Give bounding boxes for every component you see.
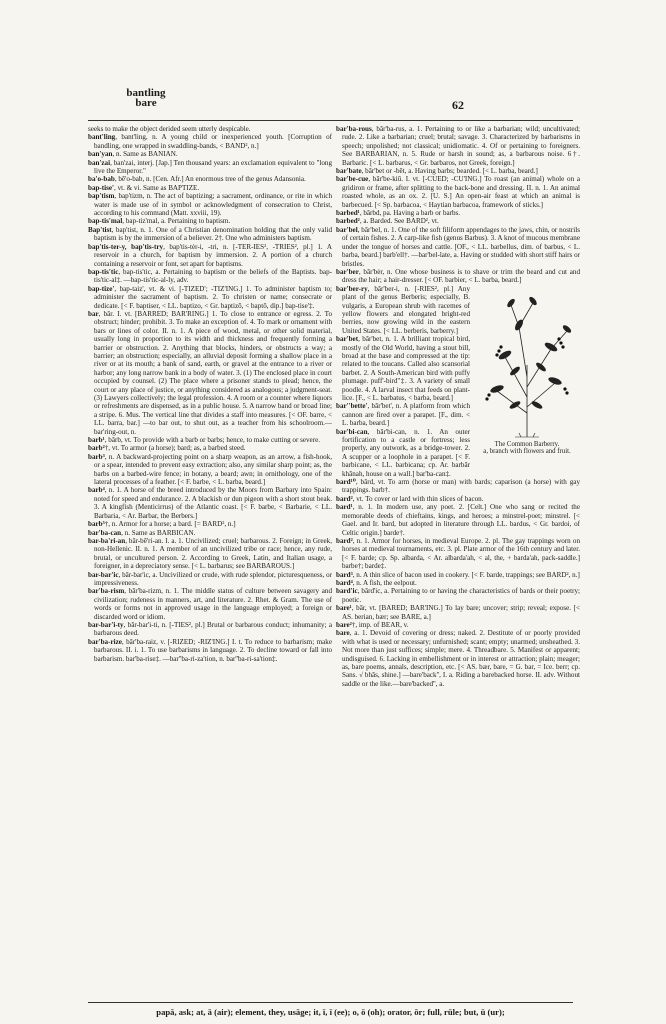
entry-headword: bard'ic	[336, 587, 358, 596]
dictionary-entry	[88, 192, 332, 217]
dictionary-entry	[88, 125, 332, 133]
dictionary-entry	[336, 268, 580, 285]
entry-headword: bar'bet	[336, 335, 359, 344]
entry-definition: †, imp. of BEAR, v.	[351, 620, 409, 629]
dictionary-entry	[88, 150, 332, 158]
entry-definition: , bap'tizm, n. The act of baptizing; a sacrament, ordinance, or rite in which water is made use of in symbol or acknowledgment of consecration to Christ, according to his command (Matt. xxviii, 19).	[94, 192, 332, 218]
entry-headword: bap-tize'	[88, 284, 115, 293]
right-column-top-entries	[336, 125, 580, 285]
entry-definition: †, n. Armor for a horse; a bard. [= BARD², n.]	[104, 520, 236, 529]
entry-headword: barb²	[88, 444, 105, 453]
entry-headword: Bap'tist	[88, 225, 112, 234]
dictionary-entry	[336, 167, 580, 175]
dictionary-entry	[88, 520, 332, 528]
entry-headword: bar'bi-can	[336, 427, 368, 436]
entry-headword: bap'tis-ter-y, bap'tis-try	[88, 242, 164, 251]
dictionary-entry	[88, 436, 332, 444]
dictionary-entry	[88, 444, 332, 452]
entry-definition: , bār'be-kiū. I. vt. [-CUED; -CU'ING.] To roast (an animal) whole on a gridiron or frame, after splitting to the back-bone and dressing. II. n. 1. An animal roasted whole, as an ox. 2. [U. S.] An open-air feast at which an animal is barbecued. [< Sp. barbacoa, < Haytian barbacoa, framework of sticks.]	[342, 175, 580, 209]
entry-definition: , ban'zai, interj. [Jap.] Ten thousand years: an exclamation equivalent to "long live the Emperor."	[94, 158, 332, 176]
entry-definition: , bap-tiz'mal, a. Pertaining to baptism.	[122, 217, 231, 226]
entry-headword: bar'ber	[336, 267, 359, 276]
barberry-plant-icon	[475, 287, 579, 441]
entry-definition: , vt. & vi. Same as BAPTIZE.	[114, 183, 200, 192]
entry-definition: , n. Same as BARBICAN.	[121, 528, 196, 537]
dictionary-entry	[88, 133, 332, 150]
dictionary-entry	[88, 486, 332, 520]
illustration-caption-title: The Common Barberry.	[494, 440, 560, 448]
entry-headword: bar-ba'ri-an	[88, 536, 126, 545]
entry-headword: bar'be-cue	[336, 175, 369, 184]
entry-headword: bard¹	[336, 503, 353, 512]
entry-definition: , bār-bē'ri-an. I. a. 1. Uncivilized; cruel; barbarous. 2. Foreign; in Greek, non-Hellenic. II. n. 1. A member of an uncivilized tribe or race; hence, any rude, brutal, or uncultured person. 2. According to Greek, Latin, and Italian usage, a foreigner, in a depreciatory sense. [< L. barbarus; see BARBAROUS.]	[94, 536, 332, 571]
entry-definition: , bār'bi-can, n. 1. An outer fortification to a castle or fortress; less properly, any outwork, as a bridge-tower. 2. A scupper or a loophole in a parapet. [< F. barbicane, < LL. barbicana; cp. Ar. barbār khānah, house on a wall.] bar'ba-can‡.	[342, 427, 470, 478]
entry-headword: bar''bette'	[336, 402, 368, 411]
running-head-guide	[96, 88, 196, 108]
entry-definition: , bē'o-bab, n. [Cen. Afr.] An enormous tree of the genus Adansonia.	[114, 175, 306, 184]
entry-headword: bard¹⁰	[336, 478, 356, 487]
dictionary-entry	[336, 621, 580, 629]
dictionary-entry	[336, 175, 580, 209]
entry-headword: ban'zai	[88, 158, 111, 167]
dictionary-entry	[336, 209, 580, 217]
guide-word-top: bantling	[126, 87, 166, 99]
dictionary-entry	[88, 638, 332, 663]
page-number: 62	[452, 98, 464, 112]
entry-headword: bard³	[336, 570, 353, 579]
entry-definition: , bārd'ic, a. Pertaining to or having the characteristics of bards or their poetry; poetic.	[342, 587, 580, 604]
dictionary-entry	[88, 529, 332, 537]
dictionary-entry	[336, 604, 580, 621]
dictionary-entry	[88, 453, 332, 487]
entry-headword: barb⁴	[88, 486, 105, 495]
entry-headword: ba'o-bab	[88, 175, 115, 184]
dictionary-entry	[88, 587, 332, 621]
entry-definition: , bār-bar'i-ti, n. [-TIES², pl.] Brutal or barbarous conduct; inhumanity; a barbarous deed.	[94, 620, 332, 638]
entry-definition: , bārb, vt. To provide with a barb or barbs; hence, to make cutting or severe.	[104, 436, 320, 445]
entry-definition: , bār'bet or -bēt, a. Having barbs; bearded. [< L. barba, beard.]	[361, 167, 538, 176]
entry-headword: bar'ba-can	[88, 528, 122, 537]
entry-headword: bap-tis'mal	[88, 217, 123, 226]
entry-headword: bar-bar'i-ty	[88, 620, 124, 629]
dictionary-entry	[336, 217, 580, 225]
entry-definition: , bap-taiz', vt. & vi. [-TIZED'; -TIZ'ING.] 1. To administer baptism to; administer the sacrament of baptism. 2. To christen or name; consecrate or dedicate. [< F. baptiser, < LL. baptizo, < Gr. baptizō, < baptō, dip.] bap-tise'‡.	[94, 284, 332, 310]
entry-definition: , bār'bet, n. 1. A brilliant tropical bird, mostly of the Old World, having a stout bill, broad at the base and compressed at the tip: related to the toucans. Called also scansorial barbet. 2. A South-American bird with puffy plumage. puff'-bird''‡. 3. A variety of small poodle. 4. A larval insect that feeds on plant-lice. [F., < L. barbatus, < barba, beard.]	[342, 335, 470, 402]
dictionary-entry	[336, 495, 580, 503]
guide-word-bottom: bare	[135, 97, 157, 109]
entry-headword: bare	[336, 629, 350, 638]
entry-definition: , a. Barded. See BARD², vt.	[359, 217, 439, 226]
dictionary-entry	[88, 184, 332, 192]
dictionary-entry	[336, 587, 580, 604]
entry-definition: , bap-tis'tic, a. Pertaining to baptism or the beliefs of the Baptists. bap-tis'tic-al‡. —bap-tis'tic-al-ly, adv.	[94, 267, 332, 285]
entry-definition: , n. 1. In modern use, any poet. 2. [Celt.] One who sang or recited the memorable deeds of chieftains, kings, and heroes; a minstrel-poet; minstrel. [< Gael. and Ir. bard, but adopted in literature through LL. bardus, < Gr. bardoi, of Celtic origin.] barde†.	[342, 503, 580, 537]
dictionary-entry	[88, 285, 332, 310]
entry-definition: , vt. To cover or lard with thin slices of bacon.	[352, 494, 484, 503]
entry-headword: bar'ba-rism	[88, 587, 125, 596]
illustration-caption-detail: a, branch with flowers and fruit.	[483, 448, 571, 456]
entry-definition: , bār. I. vt. [BARRED; BAR'RING.] 1. To close to entrance or egress. 2. To obstruct; hinder; prohibit. 3. To make an exception of. 4. To mark or ornament with bars or lines of color. II. n. 1. A piece of wood, metal, or other solid material, usually long in proportion to its width and thickness and frequently forming a barrier or obstruction. 2. Anything that blocks, hinders, or obstructs a way; a barrier; an obstruction; especially, an alluvial deposit forming a shallow place in a river or at its mouth; a bank of sand, earth, or gravel at the entrance to a river or harbor; any long narrow bank in a body of water. 3. (1) The enclosed place in court occupied by counsel. (2) The place where a prisoner stands to plead; hence, the court or any place of justice, or anything considered as analogous; a judgment-seat. (3) Lawyers collectively; the legal profession. 4. A room or a counter where liquors or refreshments are dispensed, as in a public house. 5. A narrow band or broad line; a stripe. 6. Mus. The vertical line that divides a staff into measures. [< OF. barre, < LL. barra, bar.] —to bar out, to shut out, as a teacher from his schoolroom.—bar'ring-out, n.	[94, 309, 332, 436]
entry-definition: , bār'bel, n. 1. One of the soft filiform appendages to the jaws, chin, or nostrils of certain fishes. 2. A carp-like fish (genus Barbus). 3. A knot of mucous membrane under the tongue of horses and cattle. [OF., < LL. barbellus, dim. of barbus, < L. barba, beard.] barb'ell†. —bar'bel-late, a. Having or studded with short stiff hairs or bristles.	[342, 225, 580, 268]
entry-definition: , bār'ber-i, n. [-RIES², pl.] Any plant of the genus Berberis; especially, B. vulgaris, a European shrub with racemes of yellow flowers and elongated bright-red berries, now growing wild in the eastern United States. [< LL. berberis, barberry.]	[342, 284, 470, 335]
entry-headword: bap-tise'	[88, 183, 115, 192]
entry-headword: bare¹	[336, 604, 352, 613]
entry-definition: , n. A backward-projecting point on a sharp weapon, as an arrow, a fish-hook, or a spear, intended to prevent easy extraction; also, any similar sharp point; as, the barbs on a barbed-wire fence; in botany, a beard; awn; in ornithology, one of the lateral processes of a feather. [< F. barbe, < L. barba, beard.]	[94, 452, 332, 487]
dictionary-entry	[336, 571, 580, 579]
entry-definition: , bār-bar'ic, a. Uncivilized or crude, with rude splendor, picturesqueness, or impressiveness.	[94, 570, 332, 587]
dictionary-entry	[88, 175, 332, 183]
dictionary-entry	[88, 571, 332, 588]
entry-definition: , n. A thin slice of bacon used in cookery. [< F. barde, trappings; see BARD², n.]	[352, 570, 580, 579]
entry-headword: barbed¹	[336, 209, 360, 218]
dictionary-entry	[88, 243, 332, 268]
dictionary-entry	[88, 217, 332, 225]
entry-headword: bard²	[336, 536, 353, 545]
footer-rule	[88, 1002, 573, 1003]
entry-headword: bar	[88, 309, 99, 318]
dictionary-entry	[88, 226, 332, 243]
left-column	[88, 125, 332, 663]
entry-definition: †, vt. To armor (a horse); bard; as, a barbed steed.	[104, 444, 246, 453]
entry-headword: bap'tism	[88, 192, 115, 201]
barberry-illustration	[474, 287, 580, 467]
entry-definition: , n. 1. Armor for horses, in medieval Europe. 2. pl. The gay trappings worn on horses at medieval tournaments, etc. 3. pl. Plate armor of the 16th century and later. [< F. barde; cp. Sp. albarda, < Ar. albarda'ah, < al, the, + barda'ah, pack-saddle.] barbe†; barde‡.	[342, 536, 580, 571]
entry-definition: , bārbd, pa. Having a barb or barbs.	[359, 209, 461, 218]
entry-definition: , bār'ba-raiz, v. [-RIZED; -RIZ'ING.] I. t. To reduce to barbarism; make barbarous. II. i. 1. To use barbarisms in language. 2. To decline toward or fall into barbarism. bar'ba-rise‡. —bar''ba-ri-za'tion, n. bar''ba-ri-sa'tion‡.	[94, 637, 332, 663]
entry-headword: barb³	[88, 452, 105, 461]
header-rule	[88, 120, 573, 121]
dictionary-entry	[88, 159, 332, 176]
entry-headword: bap-tis'tic	[88, 267, 119, 276]
entry-definition: , n. Same as BANIAN.	[112, 150, 178, 159]
entry-headword: bar'bel	[336, 225, 358, 234]
entry-headword: bar-bar'ic	[88, 570, 119, 579]
entry-definition: , bār'ba-rus, a. 1. Pertaining to or like a barbarian; wild; uncultivated; rude. 2. Like a barbarian; cruel; brutal; savage. 3. Characterized by barbarisms in speech; unpolished; not classical; unidiomatic. 4. Of or pertaining to foreigners. See BARBARIAN, n. 5. Rude or harsh in sound; as, a barbarous noise. 6†. Barbaric. [< L. barbarus, < Gr. barbaros, not Greek, foreign.]	[342, 125, 580, 167]
dictionary-entry	[88, 537, 332, 571]
entry-definition: , a. 1. Devoid of covering or dress; naked. 2. Destitute of or poorly provided with what is used or necessary; unfurnished; scant; empty; unarmed; unsheathed. 3. Not more than just suffices; simple; mere. 4. Threadbare. 5. Manifest or apparent; undisguised. 6. Lacking in embellishment or in interest or attraction; plain; meager; as, bare poems, annals, description, etc. [< AS. bær, bare, = G. bar, = Ice. berr; cp. Sans. √ bhās, shine.] —bare'back'', I. a. Riding a barebacked horse. II. adv. Without saddle or the like.—bare'backed'', a.	[342, 629, 580, 688]
dictionary-entry	[336, 226, 580, 268]
entry-headword: barb¹	[88, 436, 105, 445]
entry-definition: , n. 1. A horse of the breed introduced by the Moors from Barbary into Spain: noted for speed and endurance. 2. A blackish or dun pigeon with a short stout beak. 3. A kingfish (Menticirrus) of the Atlantic coast. [< F. barbe, < Barbarie, < LL. Barbaria, < Ar. Barbar, the Berbers.]	[94, 486, 332, 520]
entry-headword: bar'ba-rous	[336, 125, 372, 133]
entry-definition: , bār, vt. [BARED; BAR'ING.] To lay bare; uncover; strip; reveal; expose. [< AS. berian, bær; see BARE, a.]	[342, 604, 580, 621]
dictionary-entry	[88, 310, 332, 436]
dictionary-entry	[336, 503, 580, 537]
pronunciation-key: papā, ask; at, ā (air); element, they, usāge; it, ī, ī (ee); o, ō (oh); orator, ōr; full, rūle; but, ū (ur);	[156, 1007, 505, 1017]
entry-headword: bar'ber-ry	[336, 284, 368, 293]
entry-headword: ban'yan	[88, 150, 113, 159]
dictionary-entry	[336, 629, 580, 688]
entry-definition: , bap'tis-tėr-i, -tri, n. [-TER-IES², -TRIES², pl.] 1. A reservoir in a church, for baptism by immersion. 2. A portion of a church containing a reservoir or font, set apart for baptisms.	[94, 242, 332, 268]
entry-definition: , bārd, vt. To arm (horse or man) with bards; caparison (a horse) with gay trappings. barb†.	[342, 478, 580, 495]
dictionary-entry	[88, 621, 332, 638]
entry-headword: bar'ba-rize	[88, 637, 122, 646]
right-column	[336, 125, 580, 688]
entry-definition: , bār'bet', n. A platform from which cannon are fired over a parapet. [F., dim. < L. barba, beard.]	[342, 402, 470, 428]
entry-definition: seeks to make the object derided seem utterly despicable.	[88, 125, 251, 133]
entry-headword: barbed²	[336, 217, 360, 226]
dictionary-entry	[336, 579, 580, 587]
entry-definition: , bār'bėr, n. One whose business is to shave or trim the beard and cut and dress the hair; a hair-dresser. [< OF. barbier, < L. barba, beard.]	[342, 267, 580, 285]
entry-headword: barb⁵	[88, 520, 105, 529]
entry-headword: bare²	[336, 620, 352, 629]
entry-headword: bar'bate	[336, 167, 362, 176]
dictionary-entry	[336, 537, 580, 571]
entry-headword: bant'ling	[88, 133, 116, 142]
entry-headword: bard²	[336, 494, 353, 503]
entry-definition: , bant'ling, n. A young child or inexperienced youth. [Corruption of bandling, one wrapped in swaddling-bands, < BAND², n.]	[94, 133, 332, 150]
entry-definition: , bap'tist, n. 1. One of a Christian denomination holding that the only valid baptism is by the immersion of a believer. 2†. One who administers baptism.	[94, 225, 332, 243]
right-column-bottom-entries	[336, 478, 580, 688]
entry-definition: , n. A fish, the eelpout.	[352, 578, 417, 587]
entry-definition: , bār'ba-rizm, n. 1. The middle status of culture between savagery and civilization; rudeness in manners, art, and literature. 2. Rhet. & Gram. The use of words or forms not in approved usage in the language employed; a foreign or discarded word or idiom.	[94, 587, 332, 621]
entry-headword: bard⁴	[336, 578, 353, 587]
dictionary-entry	[336, 478, 580, 495]
dictionary-entry	[336, 125, 580, 167]
dictionary-entry	[88, 268, 332, 285]
